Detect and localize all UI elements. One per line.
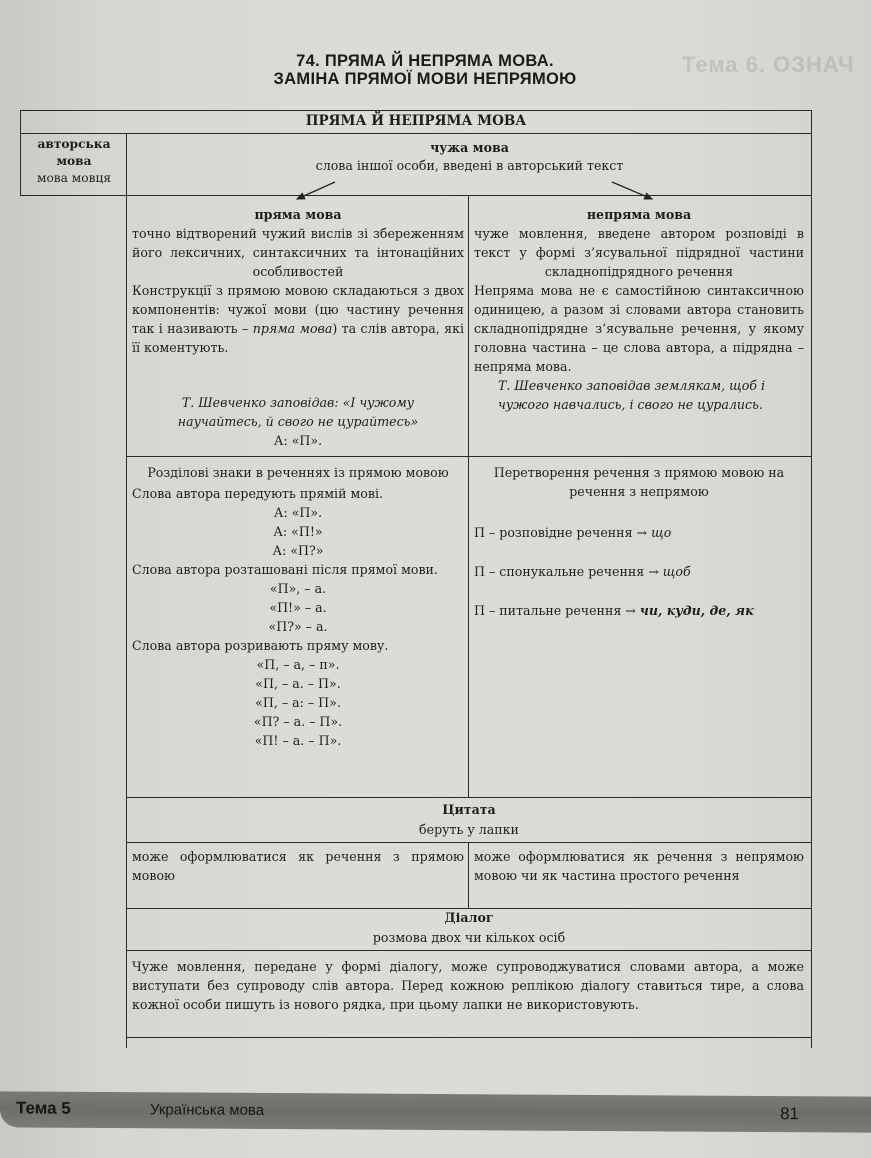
- foreign-speech-subtitle: слова іншої особи, введені в авторський текст: [315, 158, 624, 173]
- bleed-through-text: Тема 6. ОЗНАЧ: [682, 52, 855, 77]
- punctuation-title: Розділові знаки в реченнях із прямою мовою: [147, 465, 449, 480]
- punctuation-break-scheme: «П! – а. – П».: [254, 733, 342, 748]
- table-header: ПРЯМА Й НЕПРЯМА МОВА: [305, 113, 527, 129]
- dialogue-subtitle: розмова двох чи кількох осіб: [372, 930, 566, 945]
- transformation-title: Перетворення речення з прямою мовою на речення з непрямою: [493, 465, 785, 499]
- footer-subject: Українська мова: [150, 1101, 265, 1119]
- transformation-rule: П – розповідне речення → що: [474, 525, 672, 540]
- direct-speech-definition: точно відтворений чужий вислів зі збереженням його лексичних, синтаксичних та інтонаційних особливостей: [132, 226, 464, 279]
- indirect-speech-title: непряма мова: [586, 207, 692, 222]
- punctuation-after-scheme: «П?» – а.: [268, 619, 328, 634]
- dialogue-header: [126, 908, 812, 948]
- punctuation-after-label: Слова автора розташовані після прямої мови.: [132, 562, 438, 577]
- indirect-speech-cell: [474, 205, 804, 414]
- rule: [126, 456, 812, 457]
- arrow-left-icon: [297, 182, 335, 199]
- punctuation-break-scheme: «П, – а. – П».: [255, 676, 341, 691]
- punctuation-before-scheme: А: «П!»: [273, 524, 323, 539]
- punctuation-cell: [132, 463, 464, 750]
- author-speech-title-2: мова: [56, 154, 92, 168]
- quote-title: Цитата: [442, 802, 496, 817]
- rule: [126, 797, 812, 798]
- footer-topic: Тема 5: [16, 1098, 71, 1118]
- punctuation-before-scheme: А: «П?»: [272, 543, 324, 558]
- direct-speech-construction: Конструкції з прямою мовою складаються з двох компонентів: чужої мови (цю частину речення так і називають – пряма мова) та слів автора, які її коментують.: [132, 283, 465, 355]
- punctuation-before-scheme: А: «П».: [273, 505, 323, 520]
- author-speech-title: авторська: [37, 137, 111, 151]
- indirect-speech-example: Т. Шевченко заповідав землякам, щоб і чужого навчались, і свого не цурались.: [498, 378, 766, 412]
- direct-speech-scheme: А: «П».: [273, 433, 323, 448]
- transformation-rule: П – питальне речення → чи, куди, де, як: [474, 603, 754, 618]
- punctuation-break-label: Слова автора розривають пряму мову.: [132, 638, 389, 653]
- transformation-cell: [474, 463, 804, 620]
- transformation-rule: П – спонукальне речення → щоб: [474, 564, 691, 579]
- arrow-icons: [0, 0, 871, 210]
- title-line-2: ЗАМІНА ПРЯМОЇ МОВИ НЕПРЯМОЮ: [273, 70, 577, 88]
- foreign-speech-title: чужа мова: [430, 140, 509, 155]
- direct-speech-cell: [132, 205, 464, 450]
- dialogue-title: Діалог: [444, 910, 494, 925]
- punctuation-break-scheme: «П? – а. – П».: [253, 714, 343, 729]
- quote-left: може оформлюватися як речення з прямою мовою: [132, 849, 464, 883]
- rule: [126, 1037, 812, 1038]
- dialogue-body: Чуже мовлення, передане у формі діалогу, може супроводжуватися словами автора, а може виступати без супроводу слів автора. Перед кожною реплікою діалогу ставиться тире, а слова кожної особи пишуть із нового рядка, при цьому лапки не використовують.: [132, 959, 804, 1012]
- indirect-speech-definition: чуже мовлення, введене автором розповіді в текст у формі з’ясувальної підрядної частини складнопідрядного речення: [474, 226, 804, 279]
- rule: [468, 195, 469, 797]
- quote-header: [126, 800, 812, 840]
- punctuation-break-scheme: «П, – а, – п».: [256, 657, 340, 672]
- punctuation-after-scheme: «П!» – а.: [269, 600, 327, 615]
- arrow-right-icon: [612, 182, 652, 199]
- page-footer: [0, 1091, 871, 1132]
- page-number: 81: [780, 1104, 799, 1124]
- title-line-1: 74. ПРЯМА Й НЕПРЯМА МОВА.: [296, 52, 554, 70]
- rule: [126, 950, 812, 951]
- punctuation-break-scheme: «П, – а: – П».: [255, 695, 341, 710]
- rule: [126, 842, 812, 843]
- indirect-speech-explanation: Непряма мова не є самостійною синтаксичною одиницею, а разом зі словами автора становить складнопідрядне з’ясувальне речення, у якому головна частина – це слова автора, а підрядна – непряма мова.: [474, 283, 804, 374]
- punctuation-after-scheme: «П», – а.: [269, 581, 327, 596]
- direct-speech-title: пряма мова: [254, 207, 342, 222]
- rule: [468, 842, 469, 908]
- punctuation-before-label: Слова автора передують прямій мові.: [132, 486, 383, 501]
- direct-speech-example: Т. Шевченко заповідав: «І чужому научайтесь, й свого не цурайтесь»: [177, 395, 419, 429]
- quote-subtitle: беруть у лапки: [419, 822, 519, 837]
- quote-right: може оформлюватися як речення з непрямою мовою чи як частина простого речення: [474, 849, 804, 883]
- author-speech-subtitle: мова мовця: [36, 171, 112, 185]
